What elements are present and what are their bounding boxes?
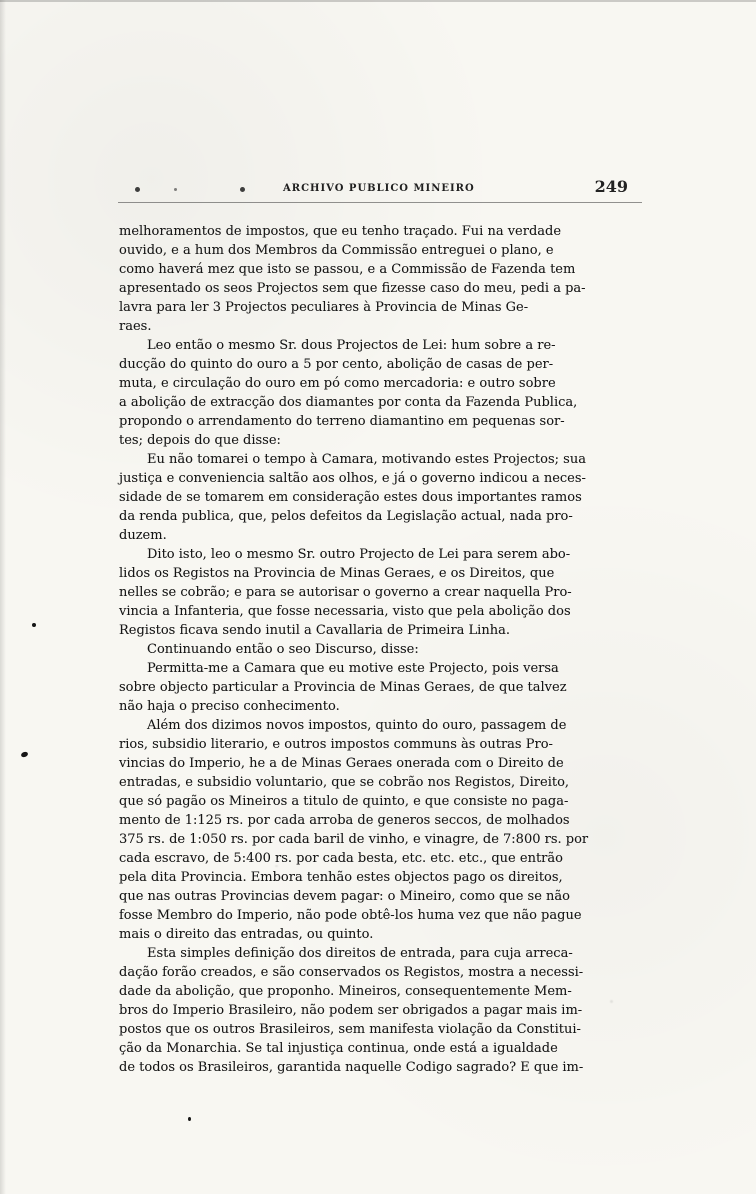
text-line: raes.: [119, 319, 152, 334]
text-line: sidade de se tomarem em consideração estes dous importantes ramos: [119, 490, 582, 505]
text-line: ouvido, e a hum dos Membros da Commissão entreguei o plano, e: [119, 243, 554, 258]
text-line: Continuando então o seo Discurso, disse:: [147, 642, 419, 657]
header-dot-icon: [135, 187, 140, 192]
text-line: dação forão creados, e são conservados os Registos, mostra a necessi-: [119, 965, 584, 980]
text-line: rios, subsidio literario, e outros impostos communs às outras Pro-: [119, 737, 553, 752]
text-line: cada escravo, de 5:400 rs. por cada besta, etc. etc. etc., que entrão: [119, 851, 563, 866]
bottom-ink-dot: [188, 1117, 191, 1121]
scan-top-edge: [0, 0, 756, 2]
text-line: fosse Membro do Imperio, não pode obtê-los huma vez que não pague: [119, 908, 582, 923]
margin-ink-mark: [20, 751, 28, 758]
paper-speck: [275, 865, 278, 867]
text-line: como haverá mez que isto se passou, e a Commissão de Fazenda tem: [119, 262, 576, 277]
text-line: Leo então o mesmo Sr. dous Projectos de Lei: hum sobre a re-: [147, 338, 556, 353]
page-number: 249: [594, 177, 628, 196]
text-line: nelles se cobrão; e para se autorisar o governo a crear naquella Pro-: [119, 585, 572, 600]
text-line: vincias do Imperio, he a de Minas Geraes onerada com o Direito de: [119, 756, 564, 771]
text-line: muta, e circulação do ouro em pó como mercadoria: e outro sobre: [119, 376, 556, 391]
paper-speck: [412, 592, 414, 594]
body-text: [119, 222, 643, 1077]
text-line: vincia a Infanteria, que fosse necessaria, visto que pela abolição dos: [119, 604, 571, 619]
header-dot-icon: [240, 187, 245, 192]
text-line: a abolição de extracção dos diamantes por conta da Fazenda Publica,: [119, 395, 578, 410]
text-line: justiça e conveniencia saltão aos olhos, e já o governo indicou a neces-: [119, 471, 586, 486]
scan-left-shadow: [0, 0, 6, 1194]
running-head-title: ARCHIVO PUBLICO MINEIRO: [283, 183, 475, 194]
margin-ink-dot: [32, 623, 36, 627]
text-line: sobre objecto particular a Provincia de Minas Geraes, de que talvez: [119, 680, 567, 695]
text-line: ção da Monarchia. Se tal injustiça continua, onde está a igualdade: [119, 1041, 558, 1056]
text-line: Esta simples definição dos direitos de entrada, para cuja arreca-: [147, 946, 573, 961]
text-line: melhoramentos de impostos, que eu tenho traçado. Fui na verdade: [119, 224, 562, 239]
text-line: pela dita Provincia. Embora tenhão estes objectos pago os direitos,: [119, 870, 563, 885]
text-line: Eu não tomarei o tempo à Camara, motivando estes Projectos; sua: [147, 452, 586, 467]
text-line: 375 rs. de 1:050 rs. por cada baril de vinho, e vinagre, de 7:800 rs. por: [119, 832, 589, 847]
text-line: duzem.: [119, 528, 167, 543]
text-line: que nas outras Provincias devem pagar: o Mineiro, como que se não: [119, 889, 570, 904]
page-header: [118, 176, 642, 200]
text-line: mais o direito das entradas, ou quinto.: [119, 927, 374, 942]
text-line: Registos ficava sendo inutil a Cavallaria de Primeira Linha.: [119, 623, 510, 638]
header-dot-icon: [174, 188, 177, 191]
text-line: apresentado os seos Projectos sem que fizesse caso do meu, pedi a pa-: [119, 281, 586, 296]
text-line: tes; depois do que disse:: [119, 433, 281, 448]
text-line: ducção do quinto do ouro a 5 por cento, abolição de casas de per-: [119, 357, 554, 372]
text-line: propondo o arrendamento do terreno diamantino em pequenas sor-: [119, 414, 565, 429]
text-line: mento de 1:125 rs. por cada arroba de generos seccos, de molhados: [119, 813, 570, 828]
header-rule: [118, 202, 642, 203]
text-line: lidos os Registos na Provincia de Minas Geraes, e os Direitos, que: [119, 566, 555, 581]
text-line: lavra para ler 3 Projectos peculiares à Provincia de Minas Ge-: [119, 300, 529, 315]
paper-speck: [610, 1000, 613, 1003]
text-line: não haja o preciso conhecimento.: [119, 699, 340, 714]
text-line: dade da abolição, que proponho. Mineiros, consequentemente Mem-: [119, 984, 572, 999]
text-line: que só pagão os Mineiros a titulo de quinto, e que consiste no paga-: [119, 794, 569, 809]
text-line: Além dos dizimos novos impostos, quinto do ouro, passagem de: [147, 718, 567, 733]
text-line: entradas, e subsidio voluntario, que se cobrão nos Registos, Direito,: [119, 775, 570, 790]
text-line: da renda publica, que, pelos defeitos da Legislação actual, nada pro-: [119, 509, 573, 524]
text-line: de todos os Brasileiros, garantida naquelle Codigo sagrado? E que im-: [119, 1060, 584, 1075]
text-line: bros do Imperio Brasileiro, não podem ser obrigados a pagar mais im-: [119, 1003, 583, 1018]
text-line: Permitta-me a Camara que eu motive este Projecto, pois versa: [147, 661, 559, 676]
text-line: postos que os outros Brasileiros, sem manifesta violação da Constitui-: [119, 1022, 581, 1037]
text-line: Dito isto, leo o mesmo Sr. outro Projecto de Lei para serem abo-: [147, 547, 571, 562]
